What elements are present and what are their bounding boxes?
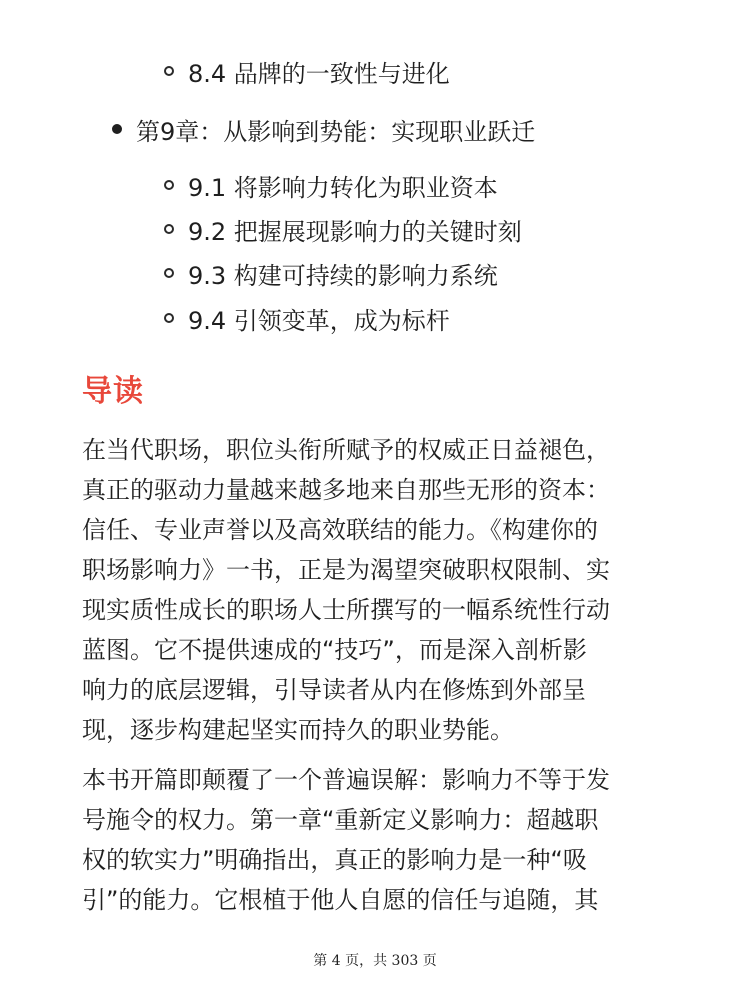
toc-item-9-3[interactable] — [164, 251, 498, 295]
toc-chapter-label: 第9章：从影响到势能：实现职业跃迁 — [136, 117, 536, 146]
hollow-bullet-icon — [164, 313, 174, 323]
text-line: 响力的底层逻辑，引导读者从内在修炼到外部呈 — [82, 676, 586, 704]
filled-bullet-icon — [112, 124, 122, 134]
text-line: 真正的驱动力量越来越多地来自那些无形的资本： — [82, 476, 610, 504]
text-line: 现实质性成长的职场人士所撰写的一幅系统性行动 — [82, 596, 610, 624]
toc-item-9-4[interactable] — [164, 296, 450, 340]
toc-item-label: 8.4 品牌的一致性与进化 — [188, 59, 450, 88]
page-number: 第 4 页，共 303 页 — [313, 953, 437, 969]
toc-item-9-1[interactable] — [164, 163, 498, 207]
hollow-bullet-icon — [164, 66, 174, 76]
text-line: 在当代职场，职位头衔所赋予的权威正日益褪色， — [82, 436, 610, 464]
hollow-bullet-icon — [164, 180, 174, 190]
text-line: 引”的能力。它根植于他人自愿的信任与追随，其 — [82, 886, 599, 914]
toc-item-8-4[interactable] — [164, 49, 450, 93]
toc-item-label: 9.1 将影响力转化为职业资本 — [188, 173, 498, 202]
text-line: 权的软实力”明确指出，真正的影响力是一种“吸 — [82, 846, 587, 874]
toc-item-label: 9.2 把握展现影响力的关键时刻 — [188, 217, 522, 246]
hollow-bullet-icon — [164, 224, 174, 234]
text-line: 现，逐步构建起坚实而持久的职业势能。 — [82, 716, 514, 744]
text-line: 号施令的权力。第一章“重新定义影响力：超越职 — [82, 806, 599, 834]
toc-item-label: 9.3 构建可持续的影响力系统 — [188, 261, 498, 290]
text-line: 本书开篇即颠覆了一个普遍误解：影响力不等于发 — [82, 766, 610, 794]
paragraph-2 — [82, 760, 672, 920]
toc-chapter-9[interactable] — [112, 107, 535, 151]
paragraph-1 — [82, 430, 672, 750]
toc-item-9-2[interactable] — [164, 207, 522, 251]
toc-item-label: 9.4 引领变革，成为标杆 — [188, 306, 450, 335]
hollow-bullet-icon — [164, 268, 174, 278]
text-line: 信任、专业声誉以及高效联结的能力。《构建你的 — [82, 516, 598, 544]
text-line: 职场影响力》一书，正是为渴望突破职权限制、实 — [82, 556, 610, 584]
section-title: 导读 — [82, 374, 144, 409]
text-line: 蓝图。它不提供速成的“技巧”，而是深入剖析影 — [82, 636, 587, 664]
